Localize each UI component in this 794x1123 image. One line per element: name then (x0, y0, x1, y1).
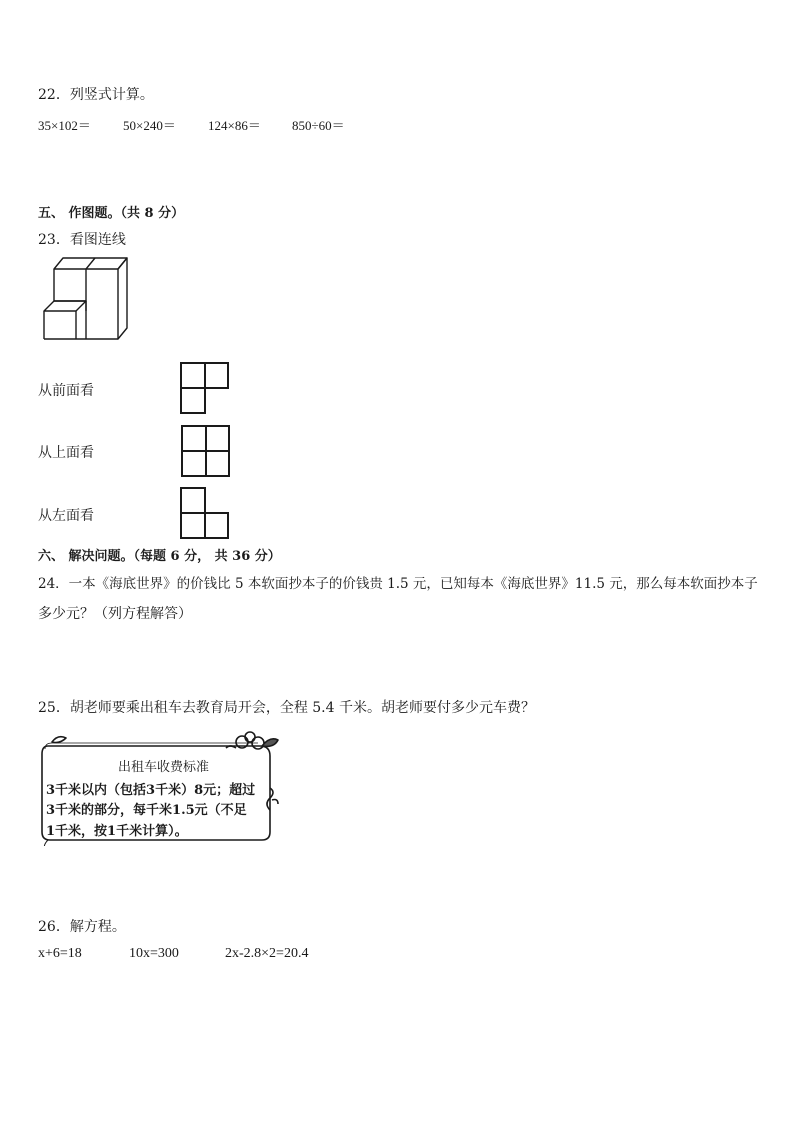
view-front-label: 从前面看 (38, 383, 94, 399)
q26-item-1: x+6=18 (38, 946, 82, 961)
taxi-sign-line-1: 3千米以内（包括3千米）8元；超过 (46, 783, 256, 798)
q22-title: 22．列竖式计算。 (38, 87, 154, 103)
view-option-3[interactable] (179, 486, 231, 540)
q22-item-3: 124×86＝ (208, 118, 261, 133)
q22-item-4: 850÷60＝ (292, 118, 345, 133)
q24-line-2: 多少元？（列方程解答） (38, 606, 192, 622)
leaf-icon (52, 737, 66, 743)
q25-title: 25．胡老师要乘出租车去教育局开会，全程 5.4 千米。胡老师要付多少元车费？ (38, 700, 535, 716)
section-6-heading: 六、 解决问题。（每题 6 分， 共 36 分） (38, 549, 281, 564)
q22-item-2: 50×240＝ (123, 118, 176, 133)
q23-title: 23．看图连线 (38, 232, 126, 248)
taxi-sign-title: 出租车收费标准 (118, 760, 210, 775)
q26-title: 26．解方程。 (38, 919, 126, 935)
q22-item-1: 35×102＝ (38, 118, 91, 133)
top-face-divider (86, 258, 95, 269)
taxi-sign-line-3: 1千米，按1千米计算）。 (46, 824, 188, 839)
view-option-1[interactable] (179, 361, 231, 415)
taxi-sign-line-2: 3千米的部分，每千米1.5元（不足 (46, 803, 247, 818)
right-face (118, 258, 127, 339)
view-left-label: 从左面看 (38, 508, 94, 524)
q24-line-1: 24．一本《海底世界》的价钱比 5 本软面抄本子的价钱贵 1.5 元，已知每本《海底世界》11.5 元，那么每本软面抄本子 (38, 576, 758, 592)
view-option-2[interactable] (179, 424, 233, 478)
section-5-heading: 五、 作图题。（共 8 分） (38, 206, 185, 221)
view-top-label: 从上面看 (38, 445, 94, 461)
cube-stack-figure (36, 254, 136, 346)
q26-item-2: 10x=300 (129, 946, 179, 961)
q26-item-3: 2x-2.8×2=20.4 (225, 946, 309, 961)
